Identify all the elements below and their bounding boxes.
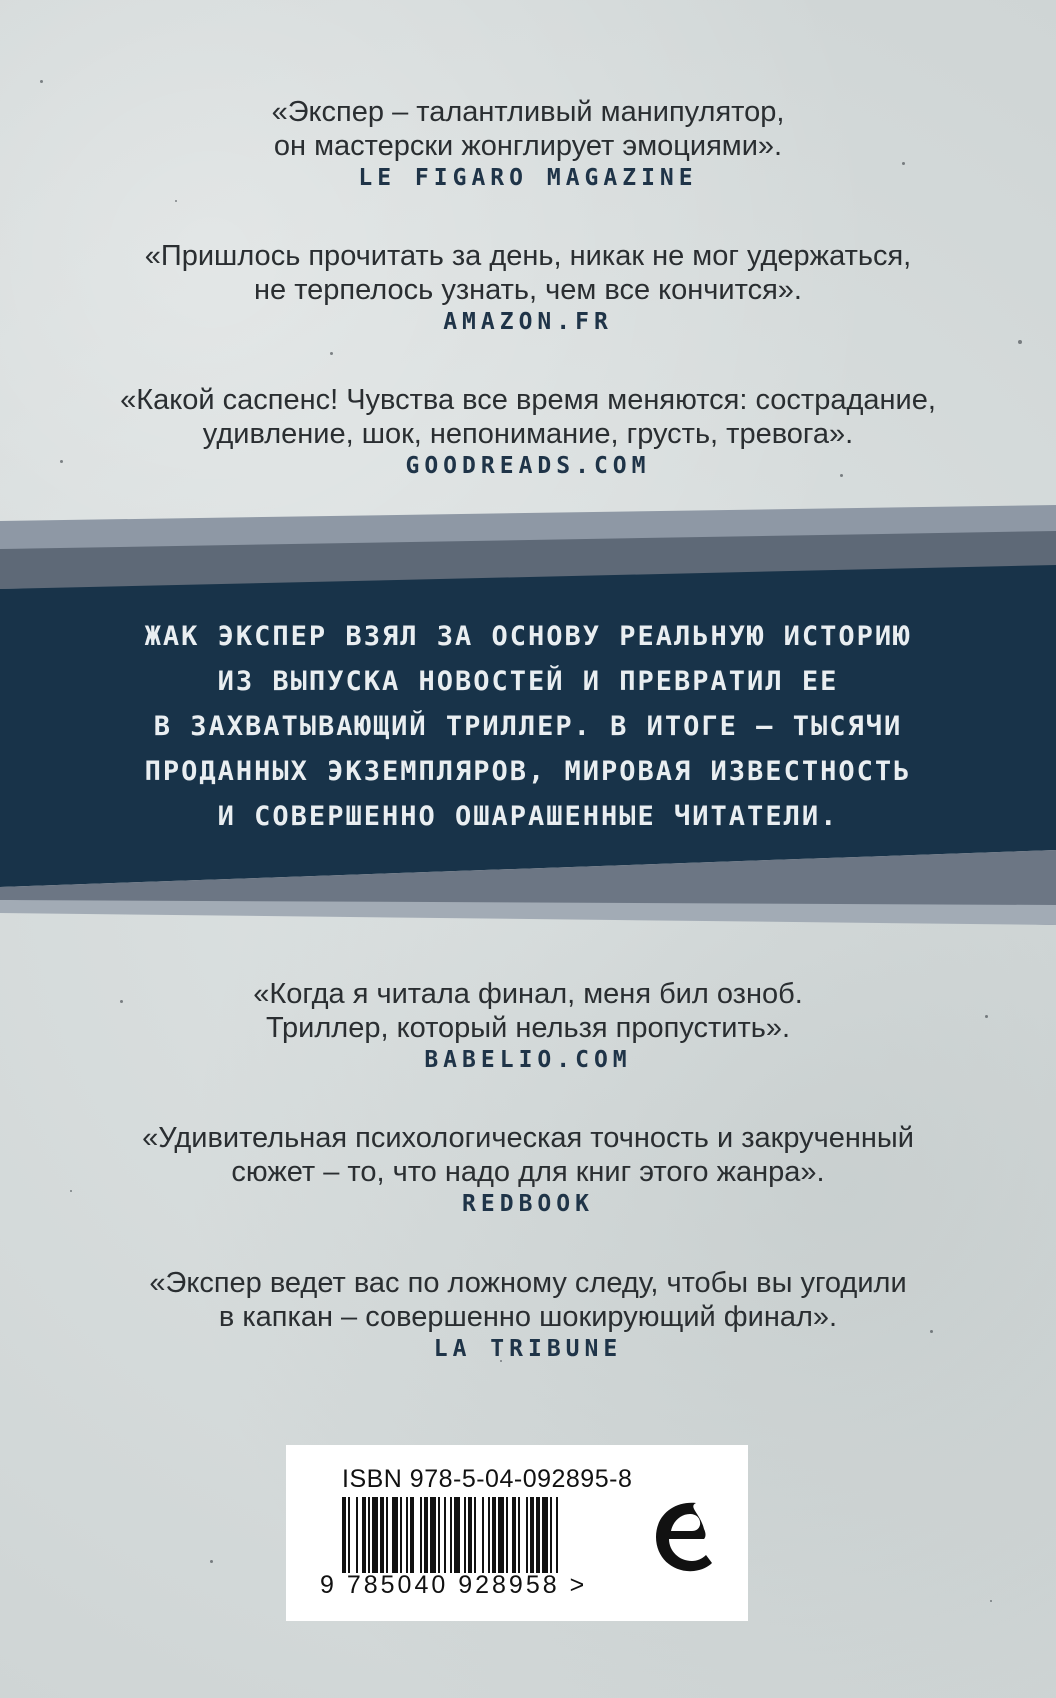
band-text — [0, 614, 1056, 839]
band-line: ЖАК ЭКСПЕР ВЗЯЛ ЗА ОСНОВУ РЕАЛЬНУЮ ИСТОРИЮ — [144, 621, 912, 652]
quote-line: Триллер, который нельзя пропустить». — [265, 1012, 791, 1044]
barcode-panel — [286, 1445, 748, 1621]
speck — [330, 352, 333, 355]
speck — [175, 200, 177, 202]
quote-line: «Удивительная психологическая точность и закрученный — [142, 1122, 914, 1154]
barcode-digits: 9 785040 928958 > — [320, 1571, 588, 1599]
review-quote — [0, 1266, 1056, 1362]
speck — [210, 1560, 213, 1563]
isbn-label: ISBN 978-5-04-092895-8 — [342, 1465, 633, 1493]
review-quote — [0, 977, 1056, 1073]
quote-line: «Экспер – талантливый манипулятор, — [271, 96, 785, 128]
speck — [1018, 340, 1022, 344]
band-line: ПРОДАННЫХ ЭКЗЕМПЛЯРОВ, МИРОВАЯ ИЗВЕСТНОСТЬ — [144, 756, 912, 787]
band-line: И СОВЕРШЕННО ОШАРАШЕННЫЕ ЧИТАТЕЛИ. — [217, 801, 839, 832]
quote-line: удивление, шок, непонимание, грусть, тревога». — [202, 418, 854, 450]
review-quote — [0, 1121, 1056, 1217]
quote-line: не терпелось узнать, чем все кончится». — [254, 274, 802, 306]
quote-line: сюжет – то, что надо для книг этого жанра». — [231, 1156, 825, 1188]
quote-source: GOODREADS.COM — [405, 453, 651, 479]
band-line: В ЗАХВАТЫВАЮЩИЙ ТРИЛЛЕР. В ИТОГЕ – ТЫСЯЧИ — [153, 711, 903, 742]
quote-line: «Экспер ведет вас по ложному следу, чтобы вы угодили — [149, 1267, 907, 1299]
quote-line: «Какой саспенс! Чувства все время меняются: сострадание, — [120, 384, 936, 416]
quote-source: LE FIGARO MAGAZINE — [358, 165, 698, 191]
quote-line: в капкан – совершенно шокирующий финал». — [218, 1301, 838, 1333]
speck — [990, 1600, 992, 1602]
quote-source: LA TRIBUNE — [433, 1336, 623, 1362]
quote-source: REDBOOK — [462, 1191, 594, 1217]
review-quote — [0, 239, 1056, 335]
band-line: ИЗ ВЫПУСКА НОВОСТЕЙ И ПРЕВРАТИЛ ЕЕ — [217, 666, 839, 697]
quote-line: «Когда я читала финал, меня бил озноб. — [253, 978, 803, 1010]
review-quote — [0, 383, 1056, 479]
barcode-icon — [342, 1497, 632, 1573]
quote-line: «Пришлось прочитать за день, никак не мог удержаться, — [144, 240, 912, 272]
speck — [40, 80, 43, 83]
eksmo-logo-icon — [644, 1493, 716, 1585]
review-quote — [0, 95, 1056, 191]
quote-line: он мастерски жонглирует эмоциями». — [273, 130, 783, 162]
quote-source: AMAZON.FR — [443, 309, 613, 335]
quote-source: BABELIO.COM — [424, 1047, 632, 1073]
